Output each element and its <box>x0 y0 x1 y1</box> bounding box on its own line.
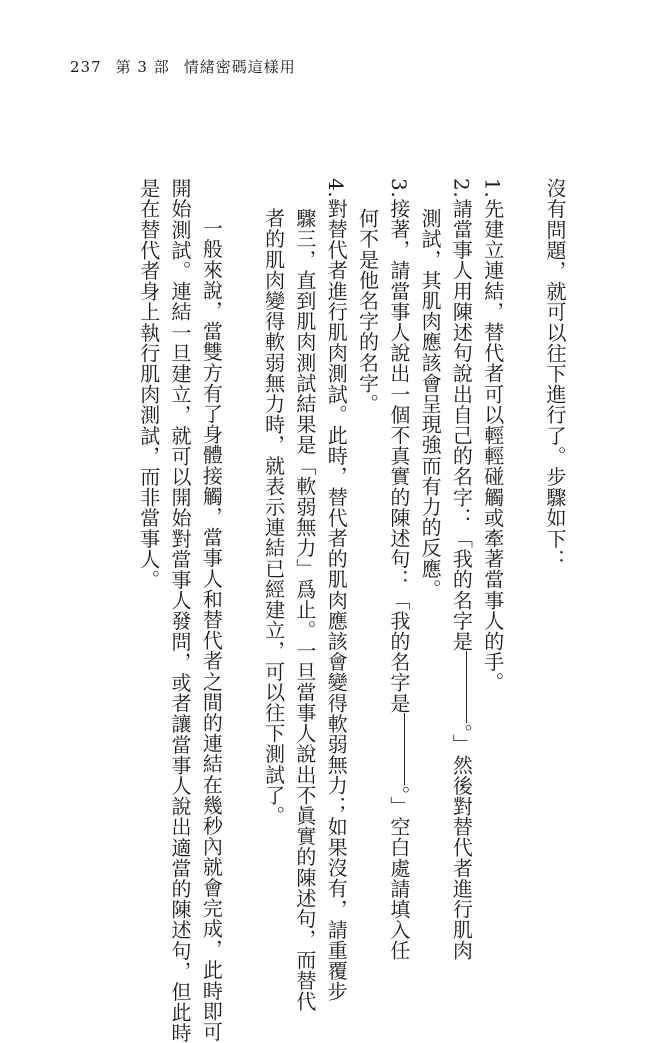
paragraph-2-line-1: 一般來說，當雙方有了身體接觸，當事人和替代者之間的連結在幾秒內就會完成，此時即可 <box>199 218 224 1042</box>
step-2-line-1 <box>445 178 476 961</box>
fill-in-blank <box>466 651 467 723</box>
step-2-line-2: 測試，其肌肉應該會呈現強而有力的反應。 <box>418 208 443 600</box>
fill-in-blank <box>404 713 405 785</box>
part-label: 第 3 部 <box>115 58 170 76</box>
step-3-line-1 <box>383 178 414 961</box>
spacer <box>226 178 257 868</box>
step-4-line-1: 4.對替代者進行肌肉測試。此時，替代者的肌肉應該會變得軟弱無力；如果沒有，請重覆步 <box>324 178 349 1002</box>
paragraph-2-line-3: 是在替代者身上執行肌肉測試，而非當事人。 <box>136 178 161 590</box>
step-1: 1.先建立連結，替代者可以輕輕碰觸或牽著當事人的手。 <box>480 178 505 693</box>
paragraph-2-line-2: 開始測試。連結一旦建立，就可以開始對當事人發問，或者讓當事人說出適當的陳述句，但此時 <box>168 178 193 1043</box>
page-number: 237 <box>70 58 102 76</box>
step-2-text-a: 2.請當事人用陳述句說出自己的名字：「我的名字是 <box>449 178 474 652</box>
step-3-text-a: 3.接著，請當事人說出一個不真實的陳述句：「我的名字是 <box>386 178 411 714</box>
spacer <box>508 178 539 868</box>
body-text <box>130 178 570 1043</box>
intro-line: 沒有問題，就可以往下進行了。步驟如下： <box>543 178 567 570</box>
chapter-title: 情緒密碼這樣用 <box>183 58 296 76</box>
step-3-text-b: 。」空白處請填入任 <box>386 785 411 961</box>
step-4-line-3: 者的肌肉變得軟弱無力時，就表示連結已經建立，可以往下測試了。 <box>261 208 286 826</box>
step-2-text-b: 。」然後對替代者進行肌肉 <box>449 723 474 961</box>
step-3-line-2: 何不是他名字的名字。 <box>355 208 380 414</box>
running-header <box>70 56 296 77</box>
step-4-line-2: 驟三，直到肌肉測試結果是「軟弱無力」爲止。一旦當事人說出不眞實的陳述句，而替代 <box>292 208 317 1012</box>
